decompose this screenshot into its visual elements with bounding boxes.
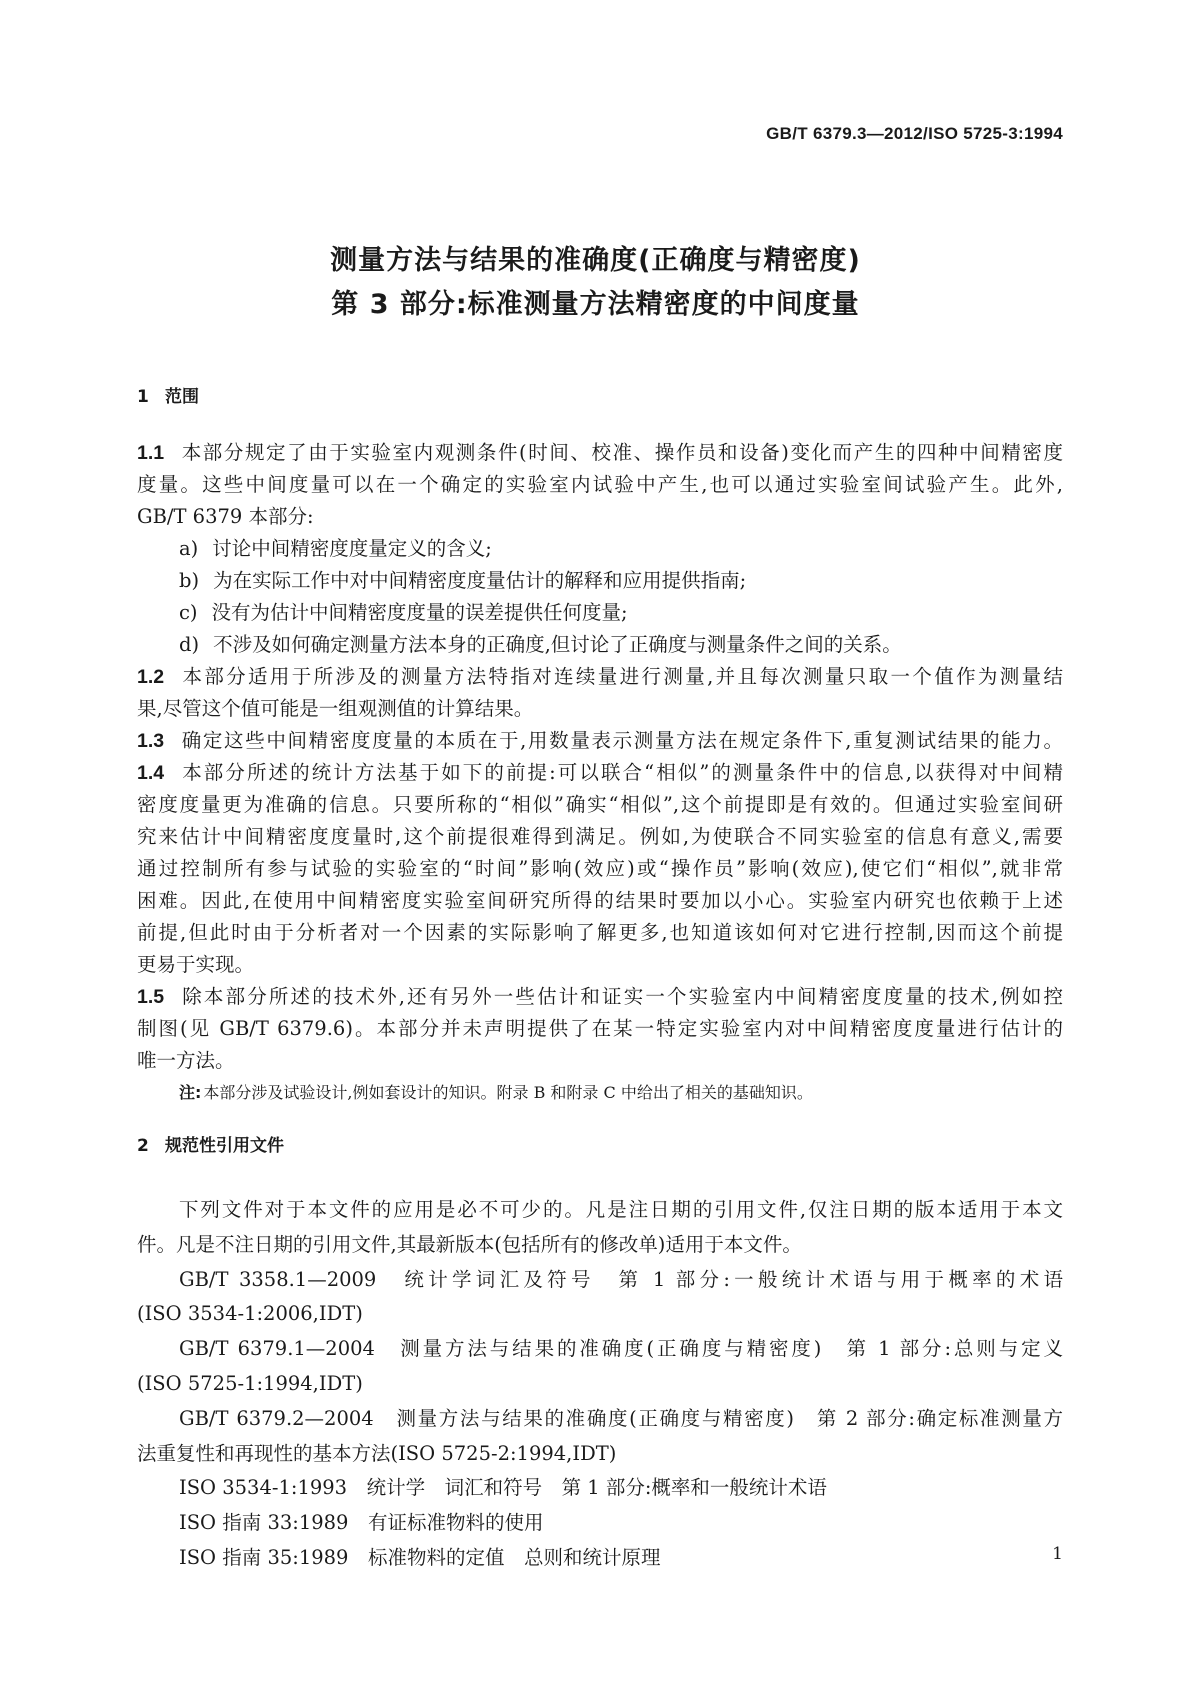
line-text: 本部分涉及试验设计,例如套设计的知识。附录 B 和附录 C 中给出了相关的基础知识。 (203, 1083, 813, 1102)
note-line (137, 1077, 1063, 1109)
clause-label: 1.5 (137, 986, 165, 1008)
section-title: 规范性引用文件 (165, 1136, 284, 1156)
line-text: 为在实际工作中对中间精密度度量估计的解释和应用提供指南; (213, 569, 747, 592)
document-header-code: GB/T 6379.3—2012/ISO 5725-3:1994 (766, 124, 1063, 143)
text-line (137, 1297, 1063, 1332)
text-line (137, 725, 1063, 757)
line-text: 法重复性和再现性的基本方法(ISO 5725-2:1994,IDT) (137, 1441, 617, 1465)
line-text: 唯一方法。 (137, 1049, 235, 1072)
text-line (137, 1367, 1063, 1402)
section-references-body (137, 1193, 1063, 1576)
line-text: (ISO 5725-1:1994,IDT) (137, 1371, 363, 1395)
clause-label: c) (179, 601, 198, 624)
text-line (137, 1013, 1063, 1045)
text-line (137, 1506, 1063, 1541)
line-text: 本部分规定了由于实验室内观测条件(时间、校准、操作员和设备)变化而产生的四种中间精密度 (180, 441, 1063, 464)
page-number: 1 (1052, 1544, 1063, 1564)
text-line (137, 1437, 1063, 1472)
text-line (137, 917, 1063, 949)
section-number: 1 (137, 387, 149, 407)
line-text: 度量。这些中间度量可以在一个确定的实验室内试验中产生,也可以通过实验室间试验产生。此外, (137, 473, 1063, 496)
clause-label: 注: (179, 1083, 202, 1102)
text-line (137, 949, 1063, 981)
clause-label: 1.3 (137, 730, 165, 752)
text-line (137, 1228, 1063, 1263)
document-title-line2: 第 3 部分:标准测量方法精密度的中间度量 (331, 289, 860, 320)
line-text: 本部分适用于所涉及的测量方法特指对连续量进行测量,并且每次测量只取一个值作为测量结 (180, 665, 1063, 688)
line-text: GB/T 6379.1—2004 测量方法与结果的准确度(正确度与精密度) 第 1 部分:总则与定义 (179, 1337, 1063, 1361)
section-title: 范围 (165, 387, 199, 407)
text-line (137, 501, 1063, 533)
text-line (137, 1263, 1063, 1298)
section-scope-body (137, 437, 1063, 1109)
clause-label: a) (179, 537, 199, 560)
line-text: ISO 3534-1:1993 统计学 词汇和符号 第 1 部分:概率和一般统计术语 (179, 1476, 827, 1500)
clause-label: b) (179, 569, 200, 592)
line-text: 密度度量更为准确的信息。只要所称的“相似”确实“相似”,这个前提即是有效的。但通过实验室间研 (137, 793, 1063, 816)
clause-label: d) (179, 633, 200, 656)
text-line (137, 661, 1063, 693)
line-text: 困难。因此,在使用中间精密度实验室间研究所得的结果时要加以小心。实验室内研究也依赖于上述 (137, 889, 1063, 912)
text-line (137, 1541, 1063, 1576)
text-line (137, 981, 1063, 1013)
line-text: 制图(见 GB/T 6379.6)。本部分并未声明提供了在某一特定实验室内对中间精密度度量进行估计的 (137, 1017, 1063, 1040)
list-item (137, 629, 1063, 661)
text-line (137, 789, 1063, 821)
line-text: 讨论中间精密度度量定义的含义; (212, 537, 492, 560)
text-line (137, 1471, 1063, 1506)
line-text: 不涉及如何确定测量方法本身的正确度,但讨论了正确度与测量条件之间的关系。 (213, 633, 902, 656)
text-line (137, 1045, 1063, 1077)
clause-label: 1.2 (137, 666, 165, 688)
line-text: 更易于实现。 (137, 953, 255, 976)
text-line (137, 1193, 1063, 1228)
list-item (137, 565, 1063, 597)
text-line (137, 757, 1063, 789)
text-line (137, 885, 1063, 917)
line-text: 本部分所述的统计方法基于如下的前提:可以联合“相似”的测量条件中的信息,以获得对中间精 (180, 761, 1063, 784)
line-text: 件。凡是不注日期的引用文件,其最新版本(包括所有的修改单)适用于本文件。 (137, 1232, 802, 1256)
line-text: 前提,但此时由于分析者对一个因素的实际影响了解更多,也知道该如何对它进行控制,因而这个前提 (137, 921, 1063, 944)
line-text: 除本部分所述的技术外,还有另外一些估计和证实一个实验室内中间精密度度量的技术,例如控 (180, 985, 1063, 1008)
line-text: 果,尽管这个值可能是一组观测值的计算结果。 (137, 697, 534, 720)
document-title-line1: 测量方法与结果的准确度(正确度与精密度) (330, 245, 861, 276)
line-text: 究来估计中间精密度度量时,这个前提很难得到满足。例如,为使联合不同实验室的信息有意义,需要 (137, 825, 1063, 848)
section-heading-normative-references (137, 1131, 284, 1156)
text-line (137, 469, 1063, 501)
clause-label: 1.1 (137, 442, 165, 464)
line-text: GB/T 6379 本部分: (137, 505, 314, 528)
text-line (137, 1402, 1063, 1437)
line-text: 通过控制所有参与试验的实验室的“时间”影响(效应)或“操作员”影响(效应),使它们“相似”,就非常 (137, 857, 1063, 880)
line-text: GB/T 3358.1—2009 统计学词汇及符号 第 1 部分:一般统计术语与用于概率的术语 (179, 1267, 1063, 1291)
list-item (137, 533, 1063, 565)
text-line (137, 1332, 1063, 1367)
line-text: 确定这些中间精密度度量的本质在于,用数量表示测量方法在规定条件下,重复测试结果的能力。 (180, 729, 1063, 752)
text-line (137, 821, 1063, 853)
line-text: 没有为估计中间精密度度量的误差提供任何度量; (211, 601, 628, 624)
line-text: ISO 指南 35:1989 标准物料的定值 总则和统计原理 (179, 1545, 661, 1569)
text-line (137, 437, 1063, 469)
section-heading-scope (137, 382, 199, 407)
text-line (137, 693, 1063, 725)
clause-label: 1.4 (137, 762, 165, 784)
line-text: GB/T 6379.2—2004 测量方法与结果的准确度(正确度与精密度) 第 2 部分:确定标准测量方 (179, 1406, 1063, 1430)
line-text: (ISO 3534-1:2006,IDT) (137, 1302, 363, 1326)
line-text: 下列文件对于本文件的应用是必不可少的。凡是注日期的引用文件,仅注日期的版本适用于本文 (179, 1198, 1063, 1221)
list-item (137, 597, 1063, 629)
line-text: ISO 指南 33:1989 有证标准物料的使用 (179, 1511, 544, 1535)
section-number: 2 (137, 1136, 149, 1156)
text-line (137, 853, 1063, 885)
